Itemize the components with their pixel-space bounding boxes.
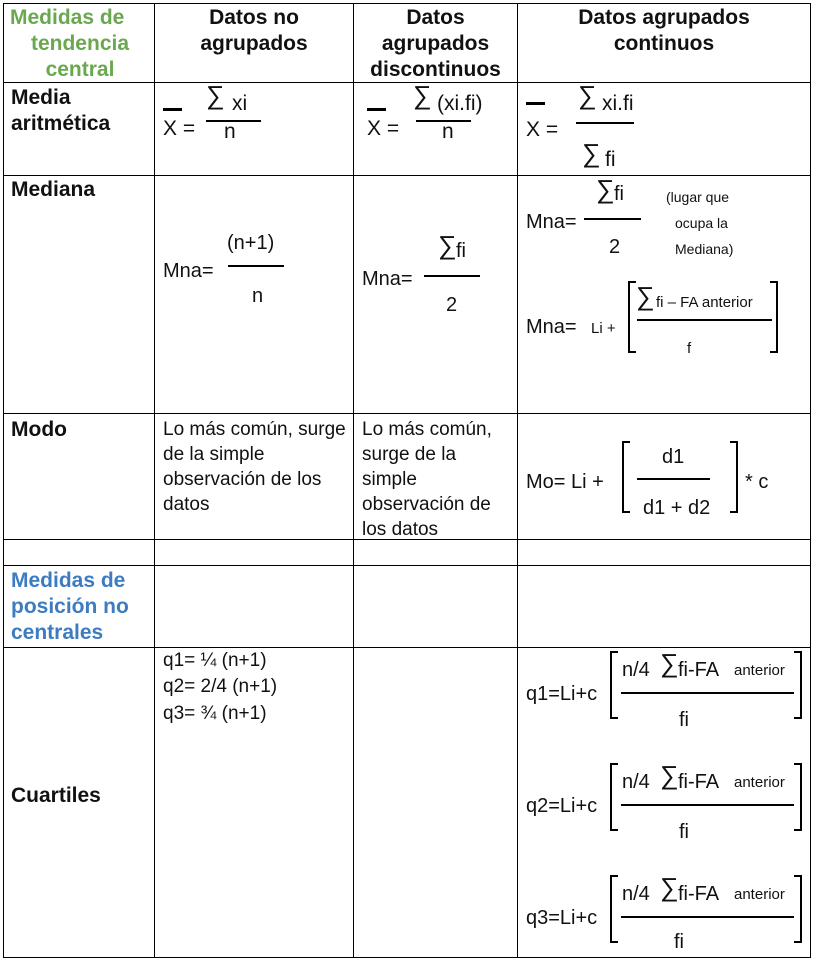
sigma-icon: ∑ bbox=[438, 230, 457, 260]
q2-num-c: anterior bbox=[734, 774, 785, 791]
mediana-c3-num: fi bbox=[456, 240, 466, 262]
q3-den: fi bbox=[674, 931, 684, 953]
mediana-c2-num: (n+1) bbox=[227, 232, 275, 254]
q1-num-b: fi-FA bbox=[678, 659, 720, 681]
modo-c4-den: d1 + d2 bbox=[643, 497, 711, 519]
media-c2-num: xi bbox=[232, 92, 248, 115]
sigma-icon: ∑ bbox=[660, 648, 679, 678]
sigma-icon: ∑ bbox=[660, 760, 679, 790]
q3-num-b: fi-FA bbox=[678, 883, 720, 905]
header-col4-line2: continuos bbox=[613, 32, 715, 55]
header-col4-line1: Datos agrupados bbox=[578, 6, 750, 29]
q3-num-c: anterior bbox=[734, 886, 785, 903]
mediana-c2-den: n bbox=[252, 285, 264, 307]
q3-num-a: n/4 bbox=[622, 883, 650, 905]
q3-pre: q3=Li+c bbox=[526, 907, 598, 929]
media-c4-den: fi bbox=[605, 148, 616, 171]
mediana-c2-pre: Mna= bbox=[163, 260, 214, 282]
q2-den: fi bbox=[679, 821, 689, 843]
mediana-note-line2: ocupa la bbox=[675, 215, 728, 231]
sigma-icon: ∑ bbox=[578, 80, 597, 110]
mediana-c4b-den: f bbox=[687, 340, 692, 357]
q1-pre: q1=Li+c bbox=[526, 683, 598, 705]
q2-num-a: n/4 bbox=[622, 771, 650, 793]
mediana-note-line1: (lugar que bbox=[666, 189, 730, 205]
media-c4-sym: X = bbox=[526, 118, 559, 141]
sigma-icon: ∑ bbox=[660, 872, 679, 902]
mediana-c3-den: 2 bbox=[446, 294, 458, 316]
mediana-c4a-pre: Mna= bbox=[526, 211, 577, 233]
cuartil-q2-no-agrupados: q2= 2/4 (n+1) bbox=[163, 676, 278, 697]
modo-c4-pre: Mo= Li + bbox=[526, 471, 604, 493]
posicion-label-line2: posición no bbox=[11, 595, 129, 618]
header-col3-line2: agrupados bbox=[381, 32, 490, 55]
media-label-line1: Media bbox=[11, 86, 71, 109]
sigma-icon: ∑ bbox=[413, 80, 432, 110]
modo-c4-num: d1 bbox=[662, 446, 685, 468]
q1-den: fi bbox=[679, 709, 689, 731]
q2-pre: q2=Li+c bbox=[526, 795, 598, 817]
media-c2-den: n bbox=[224, 120, 236, 143]
media-c3-den: n bbox=[442, 120, 454, 143]
sigma-icon: ∑ bbox=[582, 138, 601, 168]
cuartil-q1-no-agrupados: q1= ¼ (n+1) bbox=[163, 650, 267, 671]
header-col2-line1: Datos no bbox=[209, 6, 299, 29]
header-col1-line2: tendencia bbox=[30, 32, 130, 55]
sigma-icon: ∑ bbox=[636, 281, 655, 311]
cuartil-q3-no-agrupados: q3= ¾ (n+1) bbox=[163, 703, 267, 724]
mediana-c4a-num: fi bbox=[614, 183, 624, 205]
posicion-label-line1: Medidas de bbox=[11, 569, 126, 592]
media-c3-num: (xi.fi) bbox=[437, 92, 483, 115]
header-col1-line3: central bbox=[45, 58, 115, 81]
mediana-c4a-den: 2 bbox=[609, 236, 621, 258]
header-col2-line2: agrupados bbox=[200, 32, 308, 55]
modo-no-agrupados-text: Lo más común, surge de la simple observación de los datos bbox=[163, 419, 346, 515]
mediana-c4b-num: fi – FA anterior bbox=[656, 294, 753, 311]
posicion-label-line3: centrales bbox=[11, 621, 104, 644]
modo-c4-post: * c bbox=[745, 471, 769, 493]
header-col1-line1: Medidas de bbox=[10, 6, 125, 29]
mediana-note-line3: Mediana) bbox=[675, 241, 734, 257]
cuartiles-label: Cuartiles bbox=[11, 784, 101, 807]
mediana-c4b-pre: Mna= bbox=[526, 316, 577, 338]
modo-discontinuos-text: Lo más común, surge de la simple observación de los datos bbox=[362, 419, 492, 540]
mediana-c4b-li: Li + bbox=[591, 320, 616, 337]
sigma-icon: ∑ bbox=[596, 174, 615, 204]
q1-num-a: n/4 bbox=[622, 659, 650, 681]
header-col3-line1: Datos bbox=[406, 6, 465, 29]
media-label-line2: aritmética bbox=[11, 112, 111, 135]
mediana-label: Mediana bbox=[11, 178, 96, 201]
media-c4-num: xi.fi bbox=[602, 92, 634, 115]
media-c2-sym: X = bbox=[163, 117, 196, 140]
q1-num-c: anterior bbox=[734, 662, 785, 679]
modo-label: Modo bbox=[11, 418, 67, 441]
mediana-c3-pre: Mna= bbox=[362, 268, 413, 290]
sigma-icon: ∑ bbox=[206, 80, 225, 110]
header-col3-line3: discontinuos bbox=[370, 58, 501, 81]
media-c3-sym: X = bbox=[367, 117, 400, 140]
q2-num-b: fi-FA bbox=[678, 771, 720, 793]
